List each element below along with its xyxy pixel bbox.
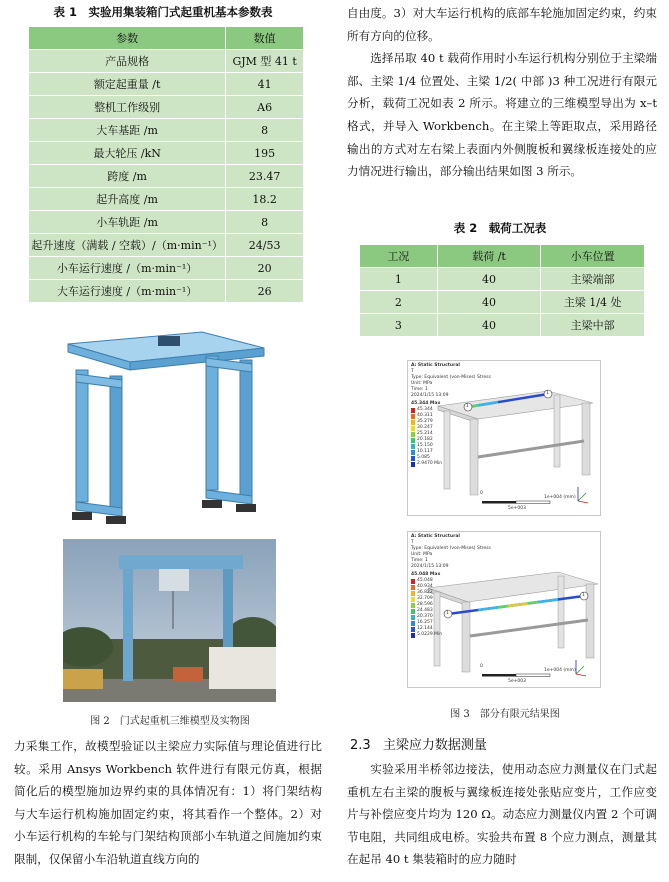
legend-swatch — [411, 408, 415, 413]
load-case-table — [359, 244, 645, 337]
table-cell: 主梁 1/4 处 — [541, 291, 645, 314]
left-body-text — [14, 735, 322, 871]
table-cell: 3 — [360, 314, 438, 337]
legend-value: 45.048 — [417, 578, 433, 583]
legend-value: 32.709 — [417, 596, 433, 601]
legend-value: 30.247 — [417, 425, 433, 430]
column-header: 参数 — [29, 27, 226, 50]
paragraph: 实验采用半桥邻边接法，使用动态应力测量仪在门式起重机左右主梁的腹板与翼缘板连接处张贴应变片，工作应变片与补偿应变片均为 120 Ω。动态应力测量仪内置 2 个可调节电阻，共同组成电桥。实验共布置 8 个应力测点，测量其在起吊 40 t 集装箱时的应力随时 — [347, 762, 657, 867]
crane-3d-model-image — [64, 330, 270, 530]
legend-swatch — [411, 585, 415, 590]
param-value-cell: 24/53 — [226, 234, 304, 257]
param-name-cell: 额定起重量 /t — [29, 73, 226, 96]
probe-point: 1 — [546, 391, 549, 396]
probe-point: 1 — [446, 611, 449, 616]
table-row — [29, 142, 304, 165]
legend-value: 15.150 — [417, 443, 433, 448]
table-row — [29, 188, 304, 211]
scale-left: 0 — [480, 664, 483, 669]
param-value-cell: GJM 型 41 t — [226, 50, 304, 73]
legend-swatch — [411, 432, 415, 437]
table-row — [29, 119, 304, 142]
legend-swatch — [411, 603, 415, 608]
param-value-cell: 20 — [226, 257, 304, 280]
param-value-cell: 41 — [226, 73, 304, 96]
table2-caption: 表 2 载荷工况表 — [453, 221, 547, 235]
paragraph: 力采集工作，故模型验证以主梁应力实际值与理论值进行比较。采用 Ansys Workbench 软件进行有限元仿真，根据简化后的模型施加边界约束的具体情况有：1）将门架结构与大车运行机构施加固定约束，将其看作一个整体。2）对小车运行机构的车轮与门架结构顶部小车轨道之间施加约束限制，仅保留小车沿轨道直线方向的 — [14, 739, 322, 866]
legend-value: 12.144 — [417, 626, 433, 631]
legend-value: 5.085 — [417, 455, 430, 460]
probe-point: 1 — [582, 593, 585, 598]
param-name-cell: 最大轮压 /kN — [29, 142, 226, 165]
legend-swatch — [411, 420, 415, 425]
scale-right: 1e+004 (mm) — [544, 668, 576, 673]
figure3-caption: 图 3 部分有限元结果图 — [450, 709, 560, 720]
scale-mid: 5e+003 — [508, 506, 526, 511]
legend-swatch — [411, 615, 415, 620]
param-value-cell: 8 — [226, 119, 304, 142]
legend-value: 24.483 — [417, 608, 433, 613]
table-cell: 40 — [437, 291, 541, 314]
table-header-row — [360, 245, 645, 268]
fem-legend — [411, 572, 442, 638]
legend-value: 40.934 — [417, 584, 433, 589]
legend-entry — [411, 461, 442, 467]
probe-point: 1 — [466, 404, 469, 409]
fem-info-line: Unit: MPa — [411, 381, 433, 386]
table-row — [29, 50, 304, 73]
legend-value: 5.0229 Min — [417, 632, 443, 637]
legend-value: 35.279 — [417, 419, 433, 424]
fem-info-line: Time: 1 — [411, 558, 428, 563]
param-name-cell: 整机工作级别 — [29, 96, 226, 119]
legend-swatch — [411, 414, 415, 419]
param-name-cell: 大车运行速度 /（m·min⁻¹） — [29, 280, 226, 303]
table-row — [360, 291, 645, 314]
fem-info-line: Unit: MPa — [411, 552, 433, 557]
legend-value: 25.214 — [417, 431, 433, 436]
crane-3d-model-figure — [64, 330, 270, 530]
fem-info-line: Type: Equivalent (von-Mises) Stress — [411, 375, 491, 380]
fem-legend — [411, 401, 442, 467]
table-header-row — [29, 27, 304, 50]
table-cell: 1 — [360, 268, 438, 291]
legend-swatch — [411, 621, 415, 626]
fem-info-line: T — [411, 369, 414, 374]
fem-title: A: Static Structural — [411, 363, 460, 368]
param-name-cell: 大车基距 /m — [29, 119, 226, 142]
table1-caption: 表 1 实验用集装箱门式起重机基本参数表 — [53, 5, 273, 19]
column-header: 小车位置 — [541, 245, 645, 268]
table-row — [360, 268, 645, 291]
crane-photo-figure — [63, 539, 276, 702]
paragraph: 自由度。3）对大车运行机构的底部车轮施加固定约束，约束所有方向的位移。 — [347, 6, 657, 43]
legend-value: 2.9470 Min — [417, 461, 443, 466]
legend-value: 28.596 — [417, 602, 433, 607]
param-value-cell: 195 — [226, 142, 304, 165]
table-row — [29, 257, 304, 280]
legend-swatch — [411, 426, 415, 431]
fem-info-line: T — [411, 540, 414, 545]
param-name-cell: 产品规格 — [29, 50, 226, 73]
legend-value: 20.182 — [417, 437, 433, 442]
legend-swatch — [411, 462, 415, 467]
parameter-table — [28, 26, 304, 303]
legend-swatch — [411, 633, 415, 638]
scale-left: 0 — [480, 491, 483, 496]
paragraph: 选择吊取 40 t 载荷作用时小车运行机构分别位于主梁端部、主梁 1/4 位置处、主梁 1/2( 中部 )3 种工况进行有限元分析，载荷工况如表 2 所示。将建立的三维模型导出为 x–t 格式，并导入 Workbench。在主梁上等距取点，采用路径输出的方式对左右梁上表面内外侧腹板和翼缘板连接处的应力情况进行输出，部分输出结果如图 3 所示。 — [347, 51, 657, 179]
right-body-text-bottom — [347, 758, 657, 871]
fem-result-2 — [407, 531, 601, 688]
right-body-text-top — [347, 2, 657, 183]
param-name-cell: 小车轨距 /m — [29, 211, 226, 234]
table-cell: 主梁中部 — [541, 314, 645, 337]
param-value-cell: A6 — [226, 96, 304, 119]
table-row — [29, 280, 304, 303]
legend-swatch — [411, 444, 415, 449]
scale-right: 1e+004 (mm) — [544, 495, 576, 500]
table-row — [360, 314, 645, 337]
legend-swatch — [411, 579, 415, 584]
column-header: 数值 — [226, 27, 304, 50]
legend-swatch — [411, 450, 415, 455]
scale-mid: 5e+003 — [508, 679, 526, 684]
fem-result-1 — [407, 360, 601, 516]
param-name-cell: 小车运行速度 /（m·min⁻¹） — [29, 257, 226, 280]
table-cell: 40 — [437, 268, 541, 291]
table-row — [29, 234, 304, 257]
table-row — [29, 165, 304, 188]
fem-info — [411, 369, 491, 399]
legend-value: 40.311 — [417, 413, 433, 418]
section-heading — [350, 734, 487, 753]
legend-max-label: 45.048 Max — [411, 572, 441, 577]
section-number: 2.3 — [350, 738, 371, 753]
legend-swatch — [411, 609, 415, 614]
legend-swatch — [411, 456, 415, 461]
legend-swatch — [411, 438, 415, 443]
crane-photo-image — [63, 539, 276, 702]
param-value-cell: 26 — [226, 280, 304, 303]
legend-max-label: 45.344 Max — [411, 401, 441, 406]
param-value-cell: 8 — [226, 211, 304, 234]
legend-value: 20.370 — [417, 614, 433, 619]
legend-swatch — [411, 591, 415, 596]
legend-swatch — [411, 627, 415, 632]
legend-swatch — [411, 597, 415, 602]
param-value-cell: 23.47 — [226, 165, 304, 188]
table-cell: 40 — [437, 314, 541, 337]
column-header: 载荷 /t — [437, 245, 541, 268]
fem-info-line: Type: Equivalent (von-Mises) Stress — [411, 546, 491, 551]
figure2-caption: 图 2 门式起重机三维模型及实物图 — [90, 716, 250, 727]
table-cell: 主梁端部 — [541, 268, 645, 291]
param-name-cell: 跨度 /m — [29, 165, 226, 188]
table-cell: 2 — [360, 291, 438, 314]
fem-info-line: 2024/1/15 13:09 — [411, 564, 449, 569]
param-name-cell: 起升速度（满载 / 空载）/（m·min⁻¹） — [29, 234, 226, 257]
table-row — [29, 96, 304, 119]
table-row — [29, 211, 304, 234]
table-row — [29, 73, 304, 96]
fem-info-line: Time: 1 — [411, 387, 428, 392]
fem-info-line: 2024/1/15 13:09 — [411, 393, 449, 398]
param-value-cell: 18.2 — [226, 188, 304, 211]
legend-entry — [411, 632, 442, 638]
fem-title: A: Static Structural — [411, 534, 460, 539]
legend-value: 45.344 — [417, 407, 433, 412]
column-header: 工况 — [360, 245, 438, 268]
fem-info — [411, 540, 491, 570]
legend-value: 36.822 — [417, 590, 433, 595]
param-name-cell: 起升高度 /m — [29, 188, 226, 211]
legend-value: 16.257 — [417, 620, 433, 625]
legend-value: 10.117 — [417, 449, 433, 454]
section-title: 主梁应力数据测量 — [382, 738, 487, 753]
